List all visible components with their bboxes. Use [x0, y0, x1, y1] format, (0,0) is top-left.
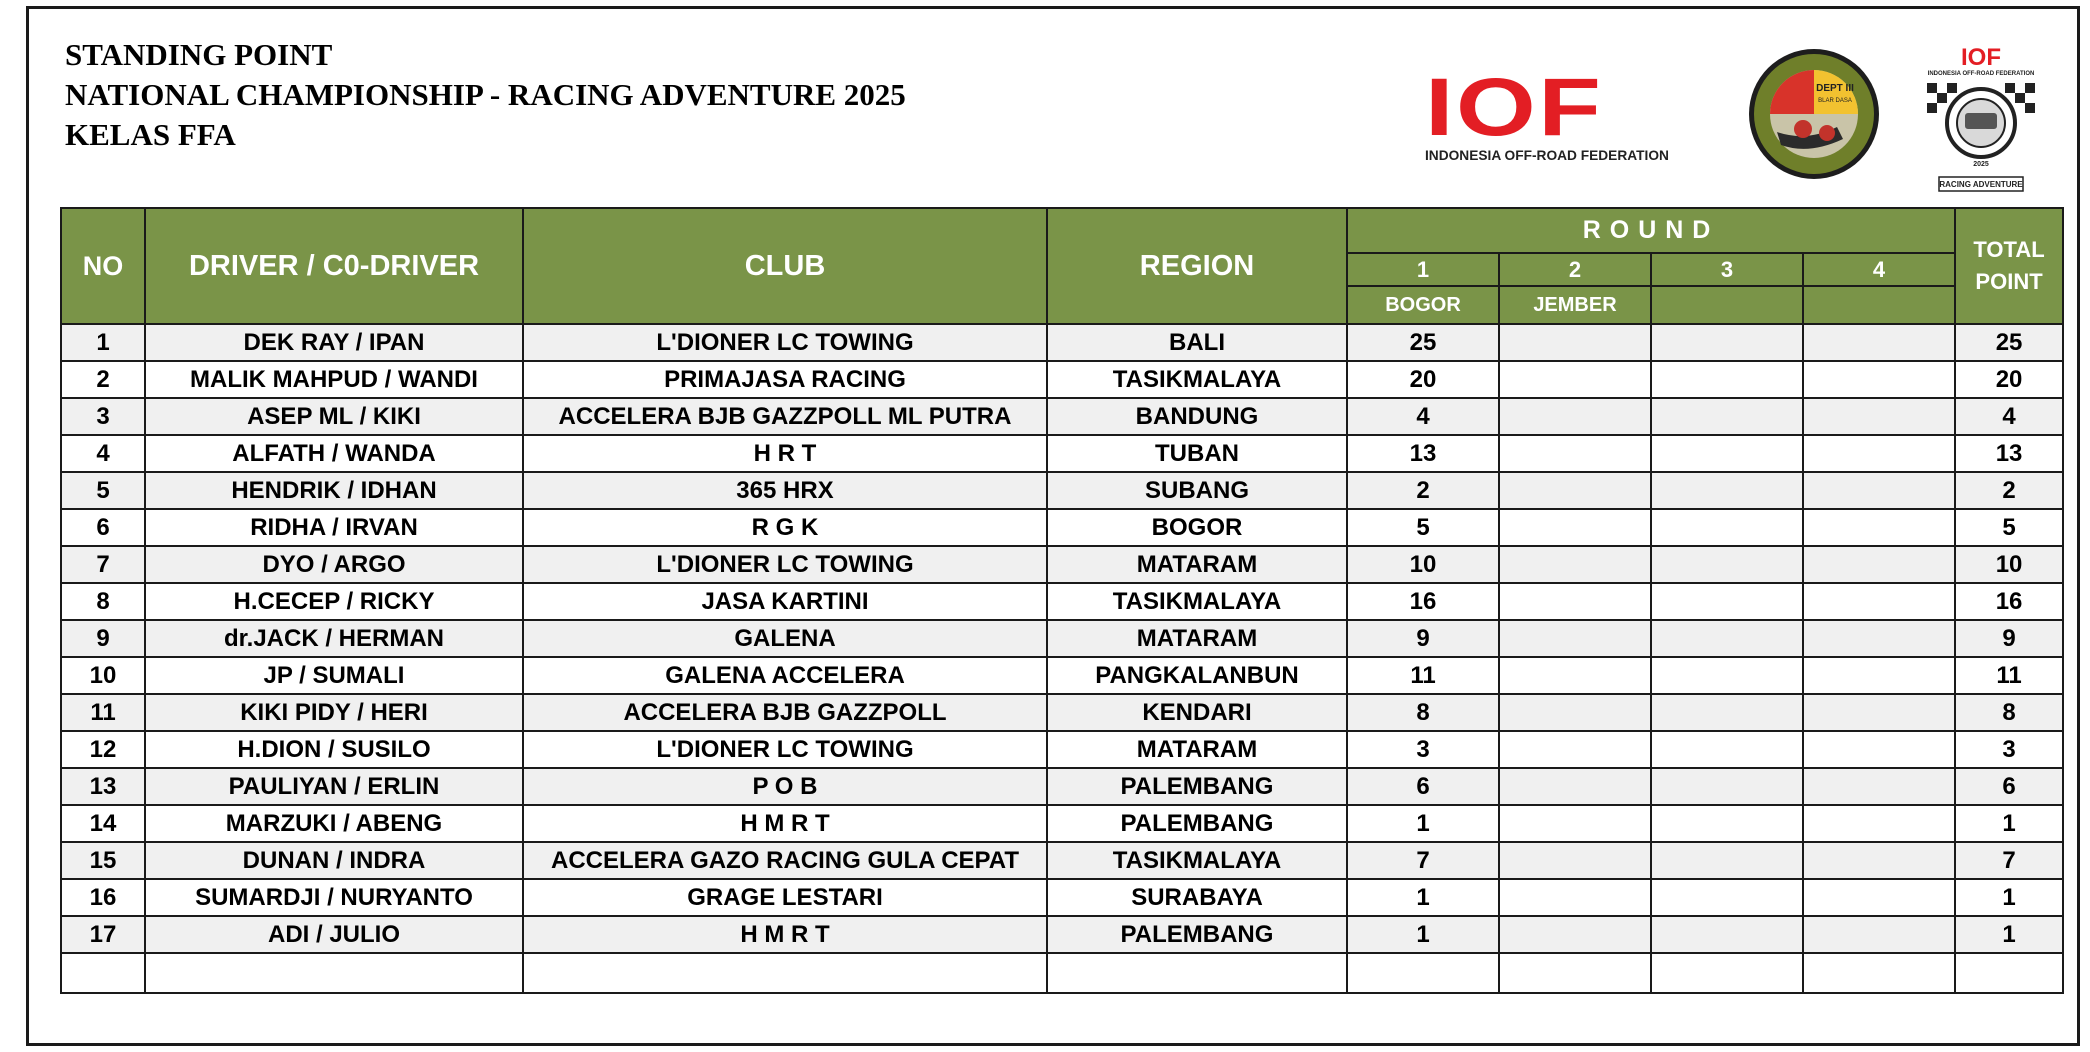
cell-round-3 [1651, 879, 1803, 916]
cell-region: MATARAM [1047, 546, 1347, 583]
cell-total: 9 [1955, 620, 2063, 657]
cell-round-3 [1651, 731, 1803, 768]
cell-round-4 [1803, 324, 1955, 361]
cell-no: 1 [61, 324, 145, 361]
cell-round-3 [1651, 916, 1803, 953]
cell-round-2 [1499, 324, 1651, 361]
cell-total: 13 [1955, 435, 2063, 472]
cell-region: TASIKMALAYA [1047, 361, 1347, 398]
cell-no: 5 [61, 472, 145, 509]
cell-no: 6 [61, 509, 145, 546]
cell-round-2 [1499, 879, 1651, 916]
cell-round-3 [1651, 583, 1803, 620]
cell-club: ACCELERA GAZO RACING GULA CEPAT [523, 842, 1047, 879]
empty-cell [145, 953, 523, 993]
cell-round-1: 7 [1347, 842, 1499, 879]
header-round-3: 3 [1651, 253, 1803, 286]
cell-no: 16 [61, 879, 145, 916]
header-club: CLUB [523, 208, 1047, 324]
cell-club: GRAGE LESTARI [523, 879, 1047, 916]
cell-driver: ASEP ML / KIKI [145, 398, 523, 435]
cell-driver: ALFATH / WANDA [145, 435, 523, 472]
cell-round-1: 5 [1347, 509, 1499, 546]
cell-club: L'DIONER LC TOWING [523, 731, 1047, 768]
cell-region: PALEMBANG [1047, 805, 1347, 842]
empty-cell [1651, 953, 1803, 993]
empty-cell [61, 953, 145, 993]
cell-round-2 [1499, 435, 1651, 472]
header-round-1: 1 [1347, 253, 1499, 286]
cell-round-1: 11 [1347, 657, 1499, 694]
cell-club: GALENA ACCELERA [523, 657, 1047, 694]
seal-text: DEPT III [1816, 83, 1854, 94]
header-total-point: TOTAL POINT [1955, 208, 2063, 324]
cell-driver: PAULIYAN / ERLIN [145, 768, 523, 805]
cell-region: BALI [1047, 324, 1347, 361]
empty-cell [1499, 953, 1651, 993]
cell-no: 11 [61, 694, 145, 731]
header-no: NO [61, 208, 145, 324]
cell-club: P O B [523, 768, 1047, 805]
standings-body [61, 324, 2063, 993]
cell-club: JASA KARTINI [523, 583, 1047, 620]
cell-driver: DUNAN / INDRA [145, 842, 523, 879]
cell-no: 17 [61, 916, 145, 953]
standings-sheet [26, 6, 2080, 1046]
cell-region: BOGOR [1047, 509, 1347, 546]
cell-round-3 [1651, 361, 1803, 398]
table-row [61, 324, 2063, 361]
header-round: ROUND [1347, 208, 1955, 253]
cell-club: L'DIONER LC TOWING [523, 324, 1047, 361]
cell-total: 2 [1955, 472, 2063, 509]
title-line-2: NATIONAL CHAMPIONSHIP - RACING ADVENTURE 2025 [65, 77, 906, 112]
cell-round-4 [1803, 768, 1955, 805]
cell-round-1: 1 [1347, 805, 1499, 842]
cell-driver: ADI / JULIO [145, 916, 523, 953]
cell-region: TUBAN [1047, 435, 1347, 472]
cell-no: 12 [61, 731, 145, 768]
cell-round-2 [1499, 546, 1651, 583]
cell-round-4 [1803, 805, 1955, 842]
table-row [61, 657, 2063, 694]
racing-logo-year: 2025 [1973, 161, 1989, 168]
cell-club: L'DIONER LC TOWING [523, 546, 1047, 583]
seal-subtext: BLAR DASA [1818, 98, 1852, 104]
header-round-2-location: JEMBER [1499, 286, 1651, 324]
cell-driver: dr.JACK / HERMAN [145, 620, 523, 657]
cell-round-3 [1651, 324, 1803, 361]
cell-no: 10 [61, 657, 145, 694]
cell-round-3 [1651, 842, 1803, 879]
cell-round-4 [1803, 583, 1955, 620]
cell-club: PRIMAJASA RACING [523, 361, 1047, 398]
cell-total: 1 [1955, 879, 2063, 916]
cell-round-2 [1499, 805, 1651, 842]
cell-round-4 [1803, 472, 1955, 509]
table-row [61, 731, 2063, 768]
cell-round-1: 1 [1347, 879, 1499, 916]
cell-total: 5 [1955, 509, 2063, 546]
cell-round-3 [1651, 657, 1803, 694]
cell-driver: DEK RAY / IPAN [145, 324, 523, 361]
cell-round-3 [1651, 398, 1803, 435]
title-line-3: KELAS FFA [65, 117, 236, 152]
cell-total: 8 [1955, 694, 2063, 731]
cell-round-3 [1651, 694, 1803, 731]
table-row [61, 842, 2063, 879]
cell-driver: HENDRIK / IDHAN [145, 472, 523, 509]
cell-total: 10 [1955, 546, 2063, 583]
table-row [61, 805, 2063, 842]
cell-total: 11 [1955, 657, 2063, 694]
cell-round-1: 20 [1347, 361, 1499, 398]
cell-no: 13 [61, 768, 145, 805]
cell-round-1: 8 [1347, 694, 1499, 731]
cell-no: 4 [61, 435, 145, 472]
cell-driver: DYO / ARGO [145, 546, 523, 583]
header-round-1-location: BOGOR [1347, 286, 1499, 324]
cell-round-4 [1803, 361, 1955, 398]
table-row [61, 361, 2063, 398]
cell-round-1: 1 [1347, 916, 1499, 953]
racing-logo-iof: IOF [1961, 45, 2001, 71]
cell-round-1: 3 [1347, 731, 1499, 768]
cell-region: MATARAM [1047, 731, 1347, 768]
cell-round-4 [1803, 620, 1955, 657]
cell-round-2 [1499, 694, 1651, 731]
cell-driver: RIDHA / IRVAN [145, 509, 523, 546]
racing-logo-banner: RACING ADVENTURE [1939, 180, 2023, 189]
cell-round-4 [1803, 657, 1955, 694]
cell-region: SUBANG [1047, 472, 1347, 509]
empty-cell [523, 953, 1047, 993]
cell-no: 8 [61, 583, 145, 620]
cell-round-4 [1803, 879, 1955, 916]
cell-no: 14 [61, 805, 145, 842]
header-round-3-location [1651, 286, 1803, 324]
title-line-1: STANDING POINT [65, 37, 333, 72]
cell-round-3 [1651, 805, 1803, 842]
table-row [61, 509, 2063, 546]
cell-round-2 [1499, 916, 1651, 953]
cell-round-3 [1651, 768, 1803, 805]
cell-round-1: 2 [1347, 472, 1499, 509]
cell-round-2 [1499, 731, 1651, 768]
cell-total: 4 [1955, 398, 2063, 435]
cell-round-2 [1499, 657, 1651, 694]
header-round-4-location [1803, 286, 1955, 324]
table-row [61, 916, 2063, 953]
cell-no: 15 [61, 842, 145, 879]
cell-total: 7 [1955, 842, 2063, 879]
cell-total: 20 [1955, 361, 2063, 398]
header-driver: DRIVER / C0-DRIVER [145, 208, 523, 324]
cell-driver: KIKI PIDY / HERI [145, 694, 523, 731]
cell-round-1: 13 [1347, 435, 1499, 472]
empty-cell [1955, 953, 2063, 993]
cell-round-4 [1803, 842, 1955, 879]
cell-round-4 [1803, 546, 1955, 583]
racing-logo-sub: INDONESIA OFF-ROAD FEDERATION [1927, 71, 2035, 77]
table-row [61, 472, 2063, 509]
header-region: REGION [1047, 208, 1347, 324]
cell-region: KENDARI [1047, 694, 1347, 731]
cell-round-1: 10 [1347, 546, 1499, 583]
cell-region: MATARAM [1047, 620, 1347, 657]
cell-round-3 [1651, 620, 1803, 657]
table-row [61, 546, 2063, 583]
cell-round-4 [1803, 694, 1955, 731]
dept-seal-logo [1747, 47, 1881, 181]
table-row [61, 398, 2063, 435]
empty-cell [1803, 953, 1955, 993]
cell-round-1: 4 [1347, 398, 1499, 435]
empty-table-row [61, 953, 2063, 993]
cell-round-3 [1651, 435, 1803, 472]
table-row [61, 583, 2063, 620]
cell-club: ACCELERA BJB GAZZPOLL [523, 694, 1047, 731]
cell-round-2 [1499, 768, 1651, 805]
table-row [61, 694, 2063, 731]
empty-cell [1347, 953, 1499, 993]
cell-club: H R T [523, 435, 1047, 472]
table-row [61, 435, 2063, 472]
header-round-4: 4 [1803, 253, 1955, 286]
cell-club: 365 HRX [523, 472, 1047, 509]
cell-driver: H.CECEP / RICKY [145, 583, 523, 620]
header-round-2: 2 [1499, 253, 1651, 286]
cell-driver: H.DION / SUSILO [145, 731, 523, 768]
iof-logo [1425, 62, 1675, 163]
standings-table [60, 207, 2064, 994]
cell-round-2 [1499, 620, 1651, 657]
cell-round-2 [1499, 361, 1651, 398]
cell-round-3 [1651, 546, 1803, 583]
cell-club: GALENA [523, 620, 1047, 657]
cell-region: TASIKMALAYA [1047, 583, 1347, 620]
cell-club: ACCELERA BJB GAZZPOLL ML PUTRA [523, 398, 1047, 435]
cell-round-2 [1499, 472, 1651, 509]
cell-round-1: 6 [1347, 768, 1499, 805]
cell-region: PANGKALANBUN [1047, 657, 1347, 694]
cell-region: PALEMBANG [1047, 916, 1347, 953]
iof-subtitle: INDONESIA OFF-ROAD FEDERATION [1425, 147, 1669, 163]
cell-no: 7 [61, 546, 145, 583]
cell-driver: MARZUKI / ABENG [145, 805, 523, 842]
cell-round-4 [1803, 398, 1955, 435]
cell-total: 16 [1955, 583, 2063, 620]
iof-wordmark: IOF [1425, 62, 1604, 153]
cell-round-3 [1651, 509, 1803, 546]
cell-no: 2 [61, 361, 145, 398]
cell-total: 6 [1955, 768, 2063, 805]
cell-round-1: 25 [1347, 324, 1499, 361]
cell-round-2 [1499, 509, 1651, 546]
cell-no: 9 [61, 620, 145, 657]
table-row [61, 879, 2063, 916]
cell-region: BANDUNG [1047, 398, 1347, 435]
document-title-block [65, 35, 906, 155]
cell-total: 25 [1955, 324, 2063, 361]
cell-club: H M R T [523, 805, 1047, 842]
cell-driver: SUMARDJI / NURYANTO [145, 879, 523, 916]
cell-round-4 [1803, 435, 1955, 472]
cell-round-2 [1499, 398, 1651, 435]
cell-no: 3 [61, 398, 145, 435]
table-row [61, 620, 2063, 657]
table-row [61, 768, 2063, 805]
cell-club: R G K [523, 509, 1047, 546]
racing-adventure-logo [1911, 45, 2051, 197]
cell-driver: MALIK MAHPUD / WANDI [145, 361, 523, 398]
cell-round-2 [1499, 842, 1651, 879]
cell-region: TASIKMALAYA [1047, 842, 1347, 879]
cell-round-1: 16 [1347, 583, 1499, 620]
cell-club: H M R T [523, 916, 1047, 953]
cell-total: 1 [1955, 805, 2063, 842]
cell-driver: JP / SUMALI [145, 657, 523, 694]
cell-round-3 [1651, 472, 1803, 509]
cell-total: 3 [1955, 731, 2063, 768]
cell-region: PALEMBANG [1047, 768, 1347, 805]
cell-round-1: 9 [1347, 620, 1499, 657]
cell-round-2 [1499, 583, 1651, 620]
empty-cell [1047, 953, 1347, 993]
cell-round-4 [1803, 509, 1955, 546]
cell-region: SURABAYA [1047, 879, 1347, 916]
cell-round-4 [1803, 731, 1955, 768]
cell-total: 1 [1955, 916, 2063, 953]
cell-round-4 [1803, 916, 1955, 953]
